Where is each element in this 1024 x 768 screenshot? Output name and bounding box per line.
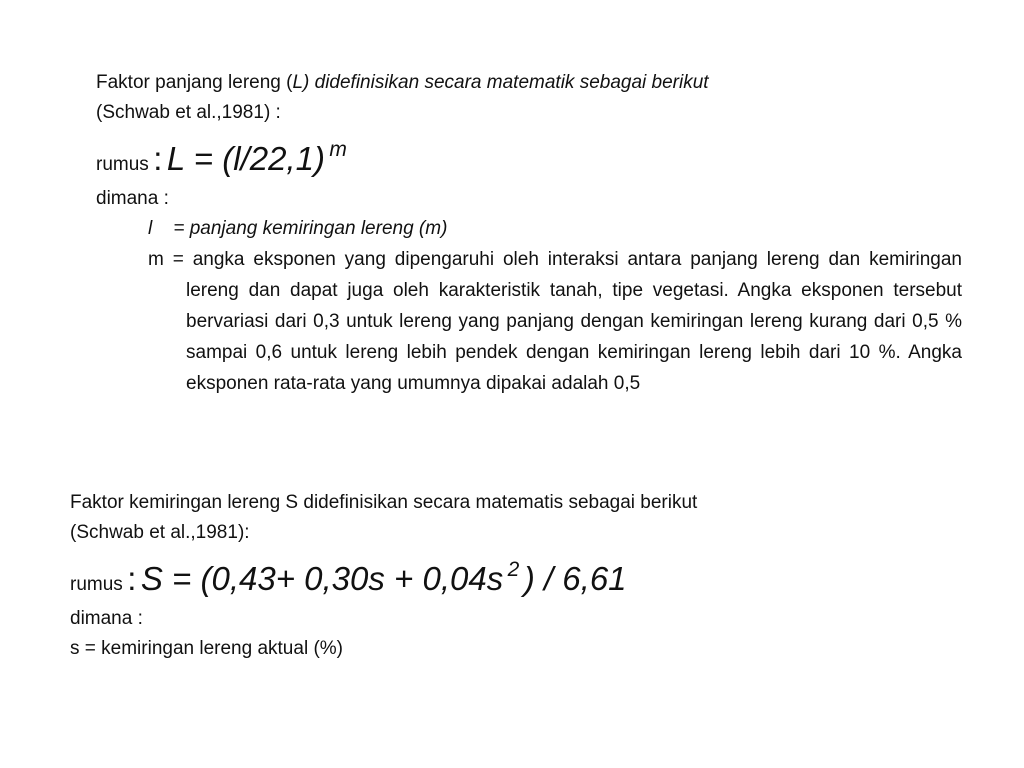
formula-tail: ) / 6,61 [523,560,627,597]
formula-label: rumus [70,574,123,595]
formula-expression: S = (0,43+ 0,30s + 0,04s [140,560,504,597]
definition-m: m = angka eksponen yang dipengaruhi oleh interaksi antara panjang lereng dan kemiringan lereng dan dapat juga oleh karakteristik tanah, tipe vegetasi. Angka eksponen tersebut bervariasi dari 0,3 untuk lereng yang panjang dengan kemiringan lereng kurang dari 0,5 % sampai 0,6 untuk lereng lebih pendek dengan kemiringan lereng lebih dari 10 %. Angka eksponen rata-rata yang umumnya dipakai adalah 0,5 [148,249,962,394]
definition-l: l = panjang kemiringan lereng (m) [148,218,448,239]
intro-italic: L) didefinisikan secara matematik sebagai berikut [292,72,709,93]
formula-colon: : [153,140,163,177]
definitions [148,214,964,399]
section-slope-steepness [70,488,970,664]
intro-text: Faktor kemiringan lereng S didefinisikan secara matematis sebagai berikut [70,492,698,513]
intro-text [96,68,964,98]
formula-colon: : [127,560,137,597]
formula-label: rumus [96,154,149,175]
dimana-label: dimana : [96,188,169,209]
intro-plain: Faktor panjang lereng ( [96,72,293,93]
formula-expression: L = (l/22,1) [166,140,325,177]
formula-exponent: m [329,138,347,161]
citation: (Schwab et al.,1981): [70,522,250,543]
section-slope-length [96,68,964,399]
definition-s: s = kemiringan lereng aktual (%) [70,638,343,659]
formula-L [96,132,964,184]
citation: (Schwab et al.,1981) : [96,102,281,123]
dimana-label: dimana : [70,608,143,629]
formula-S [70,552,970,604]
formula-exponent: 2 [507,558,520,581]
